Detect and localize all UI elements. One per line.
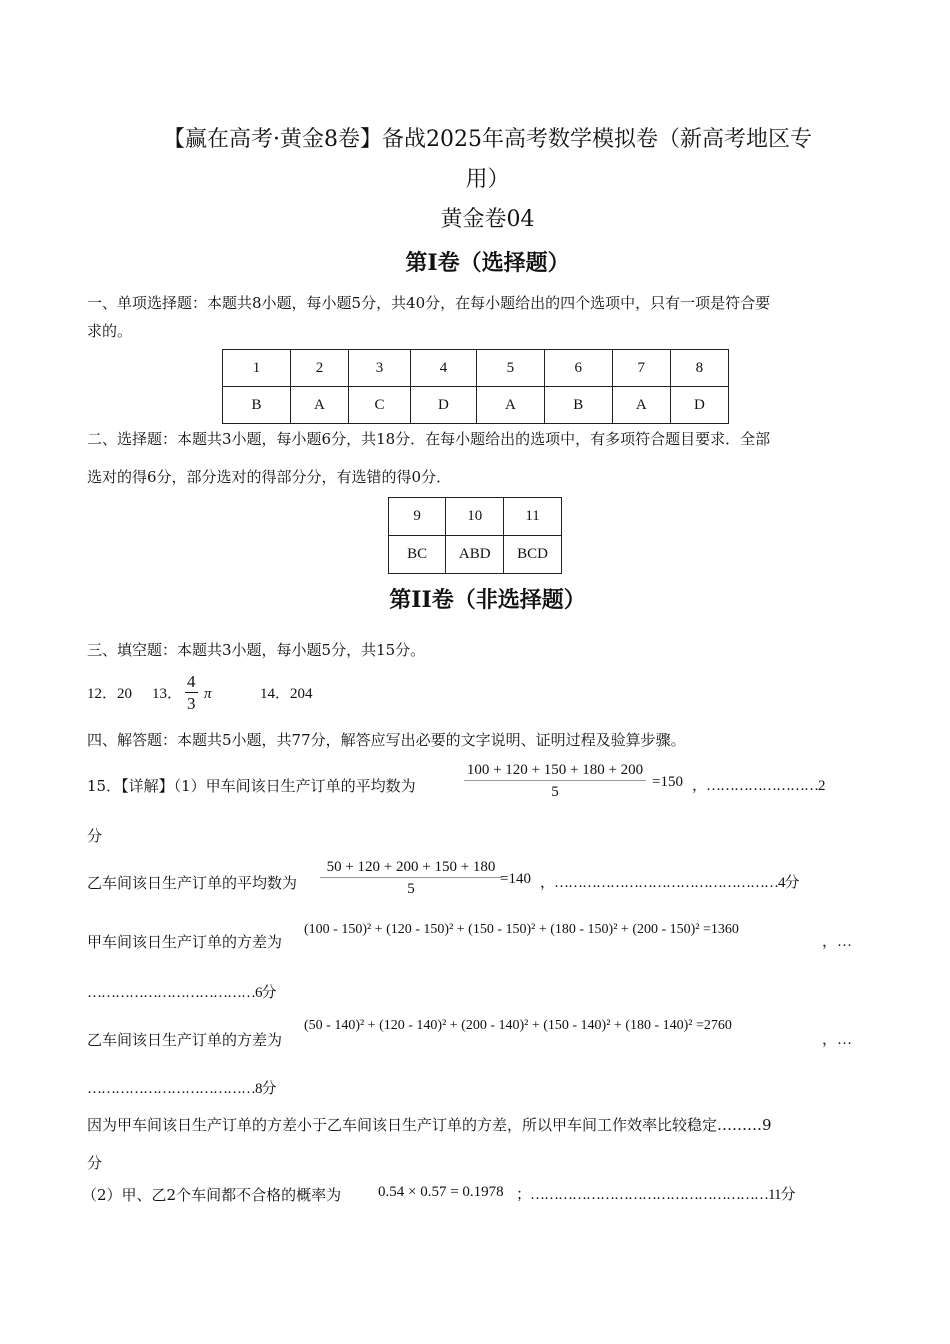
- table-cell: A: [612, 387, 670, 424]
- q15-mean-b-score: ，…………………………………………4分: [540, 875, 799, 891]
- table-cell: 2: [290, 350, 348, 387]
- table-cell: 10: [446, 498, 504, 536]
- table-cell: 5: [476, 350, 544, 387]
- q15-variance-b-text: 乙车间该日生产订单的方差为: [87, 1031, 283, 1049]
- q15-part2-formula: 0.54 × 0.57 = 0.1978: [378, 1184, 504, 1200]
- table-row-answers: [389, 536, 562, 574]
- q15-mean-b-fraction: $\frac{50 + 120 + 200 + 150 + 180}{5}$: [320, 857, 502, 900]
- table-cell: A: [290, 387, 348, 424]
- q15-variance-a-score: ………………………………6分: [87, 985, 276, 1001]
- fill-answer-13-label: 13．: [152, 686, 183, 702]
- table-cell: BC: [389, 536, 446, 574]
- q15-variance-b-dots: ，…: [822, 1032, 853, 1048]
- answer-table-multi-choice: [388, 497, 562, 574]
- table-cell: ABD: [446, 536, 504, 574]
- document-title: 【赢在高考·黄金8卷】备战2025年高考数学模拟卷（新高考地区专: [163, 127, 812, 152]
- table-cell: 7: [612, 350, 670, 387]
- table-cell: 11: [504, 498, 562, 536]
- table-cell: D: [410, 387, 476, 424]
- table-cell: 3: [348, 350, 410, 387]
- section3-instructions: 三、填空题：本题共3小题，每小题5分，共15分。: [87, 641, 426, 659]
- section4-instructions: 四、解答题：本题共5小题，共77分，解答应写出必要的文字说明、证明过程及验算步骤。: [87, 731, 686, 749]
- table-cell: BCD: [504, 536, 562, 574]
- table-row-questions: [389, 498, 562, 536]
- q15-conclusion: 因为甲车间该日生产订单的方差小于乙车间该日生产订单的方差，所以甲车间工作效率比较稳定………9: [87, 1116, 772, 1134]
- table-cell: 9: [389, 498, 446, 536]
- q15-mean-b-result: =140: [500, 871, 531, 887]
- q15-mean-b-text: 乙车间该日生产订单的平均数为: [87, 874, 298, 892]
- q15-mean-a-score: ，……………………2: [692, 778, 825, 794]
- table-cell: B: [544, 387, 612, 424]
- part1-heading: 第I卷（选择题）: [405, 250, 570, 276]
- q15-variance-a-text: 甲车间该日生产订单的方差为: [87, 933, 283, 951]
- q15-variance-b-score: ………………………………8分: [87, 1081, 276, 1097]
- section2-instructions-cont: 选对的得6分，部分选对的得部分分，有选错的得0分．: [87, 468, 452, 486]
- q15-variance-a-formula: (100 - 150)² + (120 - 150)² + (150 - 150)² + (180 - 150)² + (200 - 150)² =1360: [304, 922, 739, 937]
- fill-answer-12: 12．20: [87, 686, 133, 702]
- part2-heading: 第II卷（非选择题）: [389, 587, 586, 613]
- table-cell: D: [670, 387, 728, 424]
- document-title-continued: 用）: [465, 167, 510, 192]
- q15-mean-a-text: 15．【详解】（1）甲车间该日生产订单的平均数为: [87, 777, 416, 795]
- table-row-questions: [223, 350, 729, 387]
- pi-symbol: π: [204, 686, 212, 702]
- table-cell: 4: [410, 350, 476, 387]
- table-row-answers: [223, 387, 729, 424]
- score-unit: 分: [87, 827, 103, 845]
- table-cell: 8: [670, 350, 728, 387]
- section2-instructions: 二、选择题：本题共3小题，每小题6分，共18分．在每小题给出的选项中，有多项符合题目要求．全部: [87, 430, 771, 448]
- table-cell: B: [223, 387, 291, 424]
- fill-answer-14: 14．204: [260, 686, 313, 702]
- q15-mean-a-fraction: $\frac{100 + 120 + 150 + 180 + 200}{5}$: [464, 760, 646, 803]
- table-cell: C: [348, 387, 410, 424]
- q15-part2-score: ；……………………………………………11分: [516, 1187, 795, 1203]
- answer-table-single-choice: [222, 349, 729, 424]
- fraction-four-thirds: $\frac{4}{3}$: [187, 672, 196, 713]
- document-subtitle: 黄金卷04: [440, 207, 535, 232]
- table-cell: 1: [223, 350, 291, 387]
- q15-variance-a-dots: ，…: [822, 934, 853, 950]
- section1-instructions-cont: 求的。: [87, 322, 133, 340]
- section1-instructions: 一、单项选择题：本题共8小题，每小题5分，共40分，在每小题给出的四个选项中，只有一项是符合要: [87, 294, 771, 312]
- table-cell: A: [476, 387, 544, 424]
- q15-part2-text: （2）甲、乙2个车间都不合格的概率为: [82, 1186, 342, 1204]
- table-cell: 6: [544, 350, 612, 387]
- q15-mean-a-result: =150: [652, 774, 683, 790]
- score-unit: 分: [87, 1154, 103, 1172]
- q15-variance-b-formula: (50 - 140)² + (120 - 140)² + (200 - 140)² + (150 - 140)² + (180 - 140)² =2760: [304, 1018, 732, 1033]
